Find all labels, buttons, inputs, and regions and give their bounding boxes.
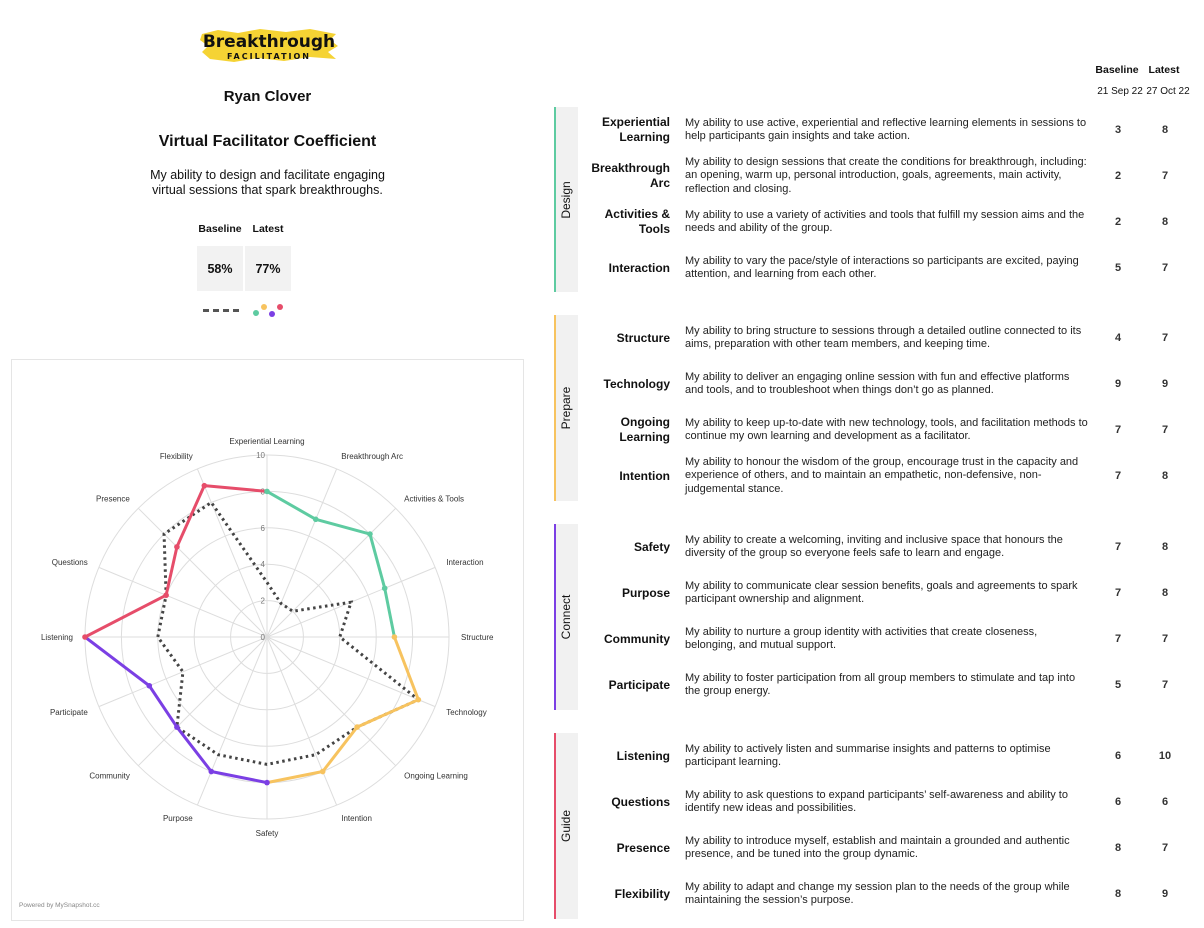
skill-name: Experiential Learning: [601, 115, 670, 144]
skill-name: Listening: [616, 748, 670, 763]
baseline-date: 21 Sep 22: [1097, 86, 1143, 97]
skill-row: [580, 200, 1192, 244]
group-label: Prepare: [559, 386, 573, 430]
skill-name: Presence: [616, 840, 670, 855]
skill-row: [580, 571, 1192, 615]
latest-data-point: [163, 592, 169, 598]
skill-name: Purpose: [621, 585, 670, 600]
latest-score: 6: [1161, 796, 1169, 808]
latest-series-segment: [211, 772, 267, 783]
skill-row: [580, 734, 1192, 778]
latest-data-point: [174, 544, 180, 550]
radial-tick-label: 0: [260, 633, 265, 642]
baseline-score: 7: [1114, 541, 1122, 553]
baseline-score: 4: [1114, 332, 1122, 344]
skill-description: My ability to create a welcoming, inviting and inclusive space that honours the diversity of the group so everyone feels safe to learn and engage.: [685, 533, 1063, 559]
skill-name: Interaction: [608, 260, 670, 275]
skill-row: [580, 780, 1192, 824]
skill-description: My ability to actively listen and summarise insights and patterns to optimise participant learning.: [685, 742, 1051, 768]
latest-score: 10: [1158, 750, 1172, 762]
latest-data-point: [320, 769, 326, 775]
group-label: Connect: [559, 594, 573, 640]
skill-row: [580, 617, 1192, 661]
latest-column-header: Latest: [1148, 64, 1180, 76]
skill-name: Participate: [608, 677, 670, 692]
baseline-score: 2: [1114, 216, 1122, 228]
latest-series-segment: [177, 727, 211, 771]
skill-description: My ability to introduce myself, establish and maintain a grounded and authentic presence, and be tuned into the group dynamic.: [685, 834, 1070, 860]
latest-score: 7: [1161, 262, 1169, 274]
baseline-score: 8: [1114, 888, 1122, 900]
category-label: Ongoing Learning: [404, 771, 468, 781]
report-title: Virtual Facilitator Coefficient: [158, 133, 377, 150]
latest-score: 7: [1161, 332, 1169, 344]
skill-name: Flexibility: [614, 886, 670, 901]
baseline-score: 3: [1114, 124, 1122, 136]
latest-score: 7: [1161, 842, 1169, 854]
radial-tick-label: 2: [260, 596, 265, 606]
skill-row: [580, 408, 1192, 452]
latest-series-segment: [85, 637, 149, 686]
latest-series-segment: [177, 486, 204, 547]
skill-row: [580, 316, 1192, 360]
latest-score: 8: [1161, 587, 1169, 599]
latest-date: 27 Oct 22: [1146, 86, 1190, 97]
category-label: Participate: [49, 708, 88, 718]
skill-row: [580, 108, 1192, 152]
skill-description: My ability to deliver an engaging online session with fun and effective platforms and tools, and to troubleshoot when things don’t go as planned.: [685, 370, 1070, 396]
latest-data-point: [264, 780, 270, 786]
skill-description: My ability to foster participation from all group members to stimulate and tap into the group energy.: [685, 671, 1076, 697]
latest-data-point: [208, 769, 214, 775]
powered-by-text: Powered by MySnapshot.cc: [19, 902, 100, 909]
skill-name: Ongoing Learning: [619, 415, 670, 444]
category-label: Interaction: [446, 557, 484, 567]
latest-score: 7: [1161, 679, 1169, 691]
category-label: Breakthrough Arc: [341, 451, 404, 461]
latest-series-segment: [357, 700, 418, 727]
skill-name: Technology: [603, 376, 670, 391]
baseline-score: 6: [1114, 750, 1122, 762]
baseline-score: 9: [1114, 378, 1122, 390]
latest-data-point: [382, 585, 388, 591]
latest-series-segment: [204, 486, 267, 492]
skill-description: My ability to design sessions that create the conditions for breakthrough, including: an opening, warm up, personal introduction, goals, agreements, main activity, reflection and closing.: [685, 155, 1087, 195]
category-label: Activities & Tools: [404, 494, 465, 504]
grid-spoke: [197, 469, 267, 637]
category-label: Structure: [461, 633, 494, 642]
skill-description: My ability to nurture a group identity with activities that create closeness, belonging, and mutual support.: [685, 625, 1038, 651]
latest-data-point: [367, 531, 373, 537]
group-color-bar: [554, 315, 556, 501]
grid-spoke: [138, 637, 267, 766]
latest-data-point: [313, 516, 319, 522]
latest-data-point: [202, 483, 208, 489]
skill-description: My ability to keep up-to-date with new technology, tools, and facilitation methods to continue my own learning and development as a facilitator.: [685, 416, 1088, 442]
latest-series-segment: [385, 588, 395, 637]
category-label: Intention: [341, 814, 372, 824]
category-label: Community: [89, 771, 130, 781]
grid-spoke: [99, 567, 267, 637]
latest-data-point: [354, 724, 360, 730]
latest-data-point: [82, 634, 88, 640]
baseline-score: 7: [1114, 470, 1122, 482]
skill-description: My ability to bring structure to sessions through a detailed outline connected to its aims, preparation with other team members, and keeping time.: [685, 324, 1082, 350]
baseline-score: 7: [1114, 633, 1122, 645]
latest-data-point: [264, 489, 270, 495]
latest-series-segment: [267, 491, 316, 519]
latest-series-segment: [323, 727, 357, 771]
skill-name: Safety: [633, 539, 670, 554]
skill-row: [580, 154, 1192, 198]
baseline-score: 6: [1114, 796, 1122, 808]
skill-row: [580, 362, 1192, 406]
latest-score: 7: [1161, 170, 1169, 182]
latest-series-segment: [267, 772, 323, 783]
latest-series-segment: [166, 547, 177, 595]
skill-name: Breakthrough Arc: [591, 161, 670, 190]
category-label: Purpose: [162, 814, 193, 824]
report-description: My ability to design and facilitate engaging virtual sessions that spark breakthroughs.: [150, 168, 385, 197]
skill-description: My ability to honour the wisdom of the group, encourage trust in the capacity and experience of others, and to maintain an empathetic, non-defensive, non-judgemental stance.: [685, 455, 1079, 495]
category-label: Questions: [51, 557, 88, 567]
latest-data-point: [146, 683, 152, 689]
group-connect: [554, 524, 578, 710]
group-label: Guide: [559, 809, 573, 843]
latest-score-label: Latest: [252, 223, 284, 235]
group-color-bar: [554, 524, 556, 710]
group-guide: [554, 733, 578, 919]
category-label: Presence: [96, 494, 130, 504]
skill-row: [580, 826, 1192, 870]
skill-row: [580, 663, 1192, 707]
latest-score: 7: [1161, 633, 1169, 645]
category-label: Experiential Learning: [229, 437, 305, 446]
category-label: Listening: [40, 633, 73, 642]
svg-text:Breakthrough: Breakthrough: [202, 32, 336, 52]
group-label: Design: [559, 180, 573, 219]
latest-score: 9: [1161, 888, 1169, 900]
radar-chart: [0, 0, 535, 928]
baseline-score: 2: [1114, 170, 1122, 182]
group-prepare: [554, 315, 578, 501]
skill-name: Intention: [619, 468, 670, 483]
baseline-score: 7: [1114, 424, 1122, 436]
skill-name: Questions: [611, 794, 670, 809]
skill-description: My ability to vary the pace/style of interactions so participants are excited, paying attention, and learning from each other.: [685, 254, 1079, 280]
skill-description: My ability to communicate clear session benefits, goals and agreements to spark participant ownership and alignment.: [685, 579, 1078, 605]
radial-tick-label: 4: [260, 560, 265, 570]
grid-spoke: [267, 469, 337, 637]
group-color-bar: [554, 107, 556, 292]
skill-name: Activities & Tools: [604, 207, 670, 236]
grid-spoke: [138, 508, 267, 637]
latest-data-point: [392, 634, 398, 640]
svg-text:FACILITATION: FACILITATION: [227, 52, 311, 61]
skill-name: Community: [604, 631, 670, 646]
skill-row: [580, 246, 1192, 290]
grid-spoke: [99, 637, 267, 707]
baseline-score: 7: [1114, 587, 1122, 599]
skill-name: Structure: [616, 330, 670, 345]
category-label: Safety: [255, 829, 279, 838]
skill-description: My ability to ask questions to expand participants’ self-awareness and ability to identify new ideas and possibilities.: [685, 788, 1068, 814]
latest-score: 8: [1161, 124, 1169, 136]
latest-score: 9: [1161, 378, 1169, 390]
latest-score: 8: [1161, 541, 1169, 553]
baseline-score: 5: [1114, 262, 1122, 274]
group-color-bar: [554, 733, 556, 919]
latest-score: 7: [1161, 424, 1169, 436]
latest-series-segment: [394, 637, 418, 700]
baseline-score: 8: [1114, 842, 1122, 854]
radial-tick-label: 10: [256, 451, 265, 460]
group-design: [554, 107, 578, 292]
radial-tick-label: 6: [260, 523, 265, 533]
baseline-score: 5: [1114, 679, 1122, 691]
skill-row: [580, 454, 1192, 498]
baseline-series-line: [158, 502, 419, 764]
latest-score-value: 77%: [245, 246, 291, 291]
grid-spoke: [267, 508, 396, 637]
latest-data-point: [174, 724, 180, 730]
category-label: Flexibility: [159, 451, 193, 461]
category-label: Technology: [446, 708, 487, 718]
baseline-score-value: 58%: [197, 246, 243, 291]
latest-data-point: [416, 697, 422, 703]
skill-description: My ability to use a variety of activities and tools that fulfill my session aims and the needs and ability of the group.: [685, 208, 1085, 234]
skill-description: My ability to use active, experiential and reflective learning elements in sessions to help participants gain insights and take action.: [685, 116, 1087, 142]
skill-row: [580, 525, 1192, 569]
baseline-column-header: Baseline: [1095, 64, 1139, 76]
latest-score: 8: [1161, 470, 1169, 482]
latest-score: 8: [1161, 216, 1169, 228]
grid-spoke: [267, 637, 396, 766]
skill-row: [580, 872, 1192, 916]
person-name: Ryan Clover: [223, 88, 312, 105]
baseline-score-label: Baseline: [198, 223, 242, 235]
skill-description: My ability to adapt and change my session plan to the needs of the group while maintaining the session’s purpose.: [685, 880, 1070, 906]
